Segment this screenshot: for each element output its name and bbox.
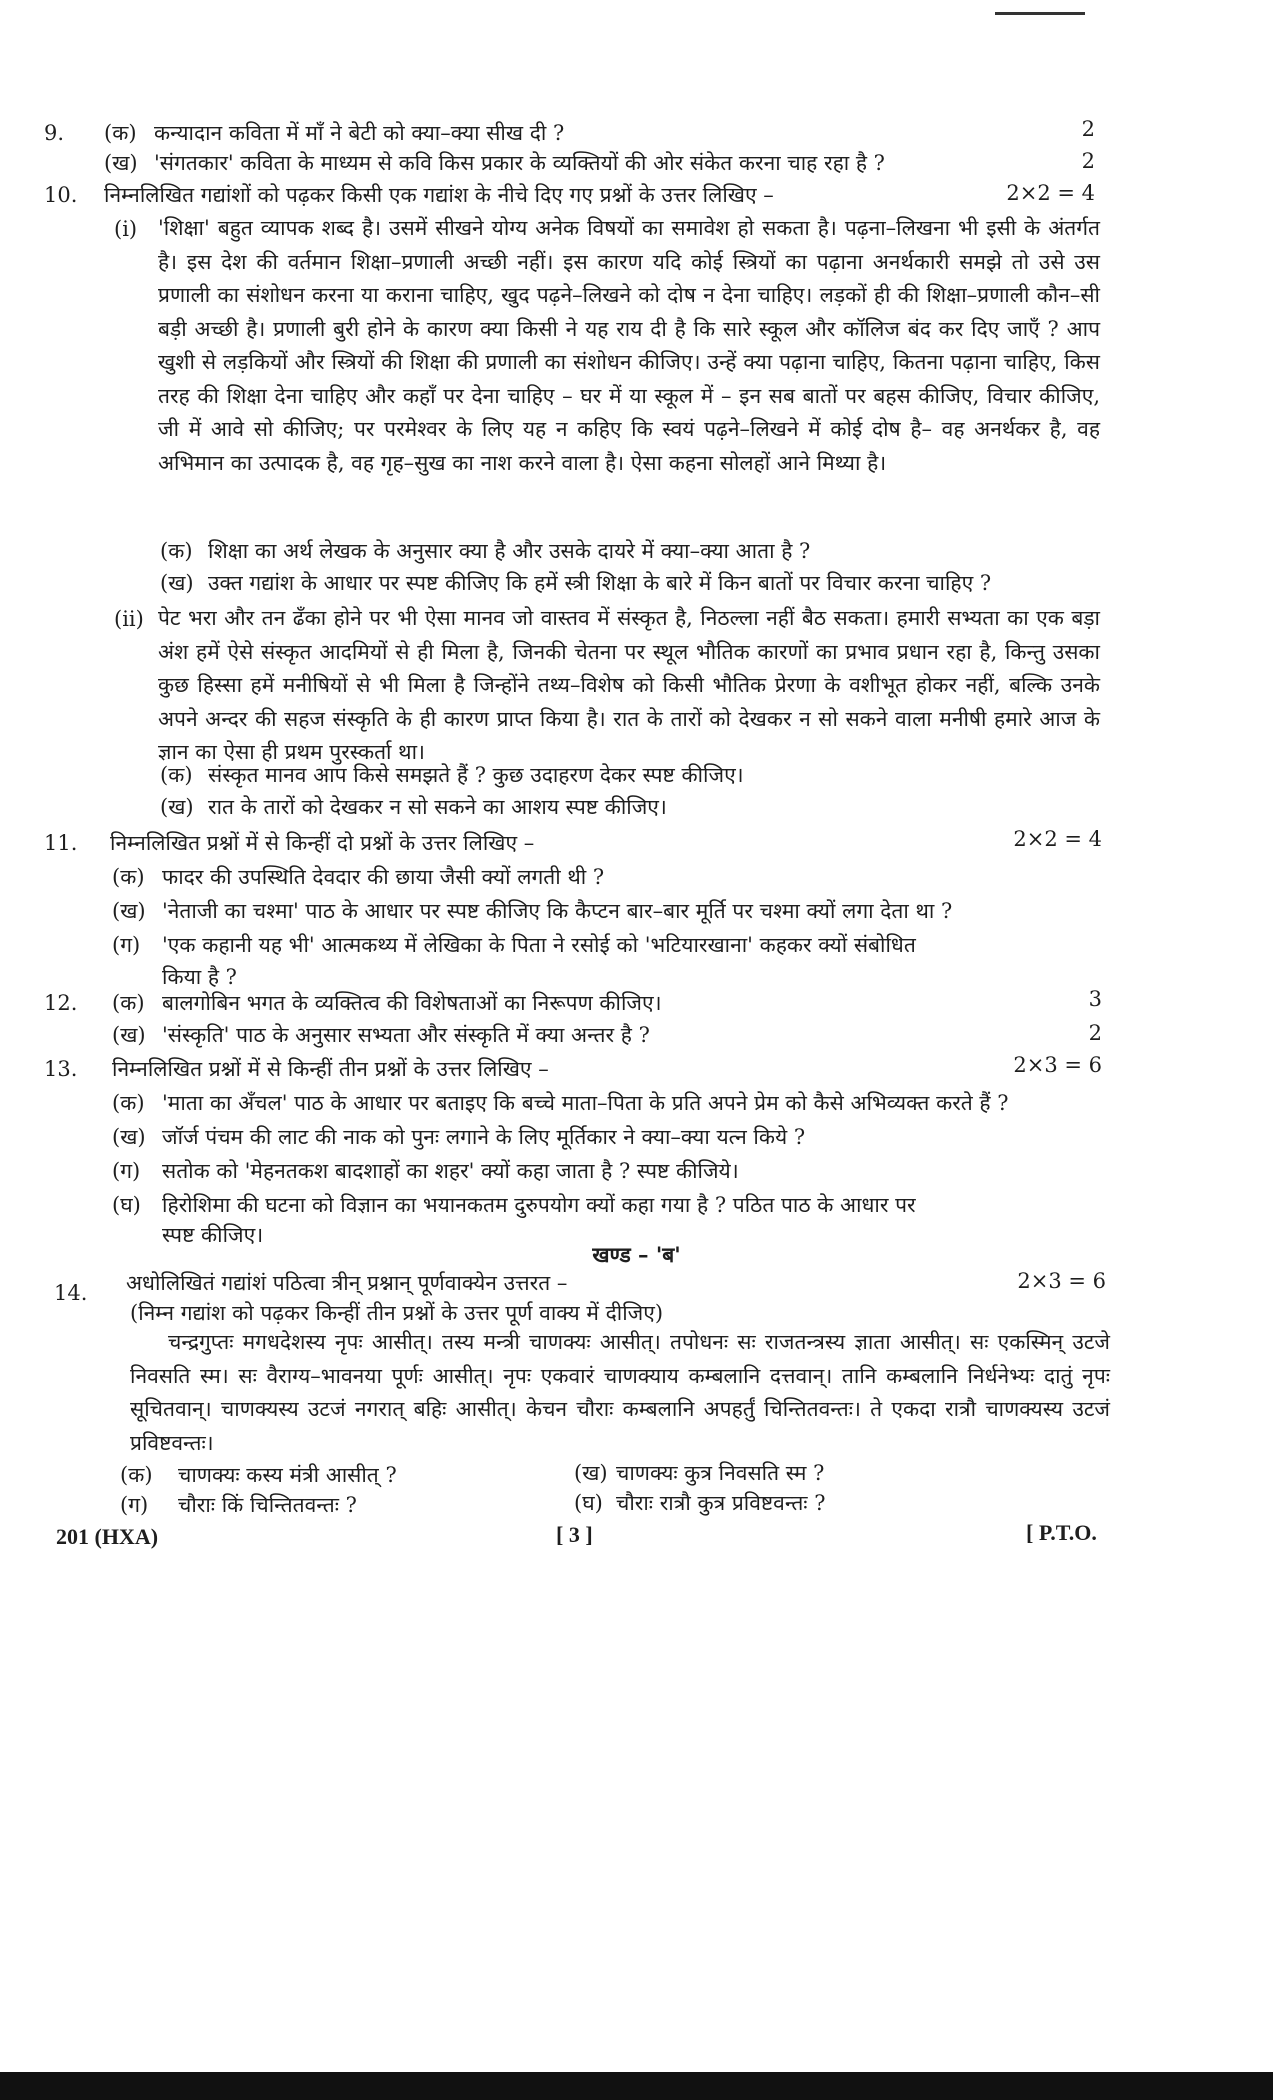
subquestion-text: कन्यादान कविता में माँ ने बेटी को क्या–क्या सीख दी ? xyxy=(154,121,565,145)
top-rule xyxy=(995,12,1085,15)
question-text: निम्नलिखित गद्यांशों को पढ़कर किसी एक गद्यांश के नीचे दिए गए प्रश्नों के उत्तर लिखिए – xyxy=(104,183,774,207)
subquestion-text: चौराः किं चिन्तितवन्तः ? xyxy=(178,1493,357,1517)
question-instruction: (निम्न गद्यांश को पढ़कर किन्हीं तीन प्रश्नों के उत्तर पूर्ण वाक्य में दीजिए) xyxy=(130,1301,664,1325)
subquestion-label: (ख) xyxy=(574,1461,608,1485)
marks: 2×2 = 4 xyxy=(1013,827,1102,851)
subquestion-text-continued: किया है ? xyxy=(162,965,237,989)
subquestion-text: 'नेताजी का चश्मा' पाठ के आधार पर स्पष्ट कीजिए कि कैप्टन बार–बार मूर्ति पर चश्मा क्यों लगा देता था ? xyxy=(162,899,953,923)
subquestion-text-continued: स्पष्ट कीजिए। xyxy=(162,1223,264,1247)
question-number: 9. xyxy=(44,121,65,145)
subquestion-label: (क) xyxy=(104,121,137,145)
subquestion-label: (क) xyxy=(112,1091,145,1115)
passage-label: (ii) xyxy=(114,607,144,631)
subquestion-text: चौराः रात्रौ कुत्र प्रविष्टवन्तः ? xyxy=(616,1491,826,1515)
question-number: 13. xyxy=(44,1057,78,1081)
subquestion-text: उक्त गद्यांश के आधार पर स्पष्ट कीजिए कि हमें स्त्री शिक्षा के बारे में किन बातों पर विचार करना चाहिए ? xyxy=(208,571,992,595)
subquestion-label: (क) xyxy=(160,763,193,787)
subquestion-text: फादर की उपस्थिति देवदार की छाया जैसी क्यों लगती थी ? xyxy=(162,865,605,889)
marks: 2 xyxy=(1081,149,1095,173)
passage-text: पेट भरा और तन ढँका होने पर भी ऐसा मानव जो वास्तव में संस्कृत है, निठल्ला नहीं बैठ सकता। हमारी सभ्यता का एक बड़ा अंश हमें ऐसे संस्कृत आदमियों से ही मिला है, जिनकी चेतना पर स्थूल भौतिक कारणों का प्रभाव प्रधान रहा है, किन्तु उसका कुछ हिस्सा हमें मनीषियों से भी मिला है जिन्होंने तथ्य–विशेष को किसी भौतिक प्रेरणा के वशीभूत होकर नहीं, बल्कि उनके अपने अन्दर की सहज संस्कृति के ही कारण प्राप्त किया है। रात के तारों को देखकर न सो सकने वाला मनीषी हमारे आज के ज्ञान का ऐसा ही प्रथम पुरस्कर्ता था। xyxy=(158,606,1100,764)
subquestion-label: (क) xyxy=(112,991,145,1015)
subquestion-label: (ग) xyxy=(112,1159,141,1183)
passage-text: 'शिक्षा' बहुत व्यापक शब्द है। उसमें सीखने योग्य अनेक विषयों का समावेश हो सकता है। पढ़ना–लिखना भी इसी के अंतर्गत है। इस देश की वर्तमान शिक्षा–प्रणाली अच्छी नहीं। इस कारण यदि कोई स्त्रियों का पढ़ाना अनर्थकारी समझे तो उसे उस प्रणाली का संशोधन करना या कराना चाहिए, खुद पढ़ने–लिखने को दोष न देना चाहिए। लड़कों ही की शिक्षा–प्रणाली कौन–सी बड़ी अच्छी है। प्रणाली बुरी होने के कारण क्या किसी ने यह राय दी है कि सारे स्कूल और कॉलिज बंद कर दिए जाएँ ? आप खुशी से लड़कियों और स्त्रियों की शिक्षा की प्रणाली का संशोधन कीजिए। उन्हें क्या पढ़ाना चाहिए, कितना पढ़ाना चाहिए, किस तरह की शिक्षा देना चाहिए और कहाँ पर देना चाहिए – घर में या स्कूल में – इन सब बातों पर बहस कीजिए, विचार कीजिए, जी में आवे सो कीजिए; पर परमेश्वर के लिए यह न कहिए कि स्वयं पढ़ने–लिखने में कोई दोष है– वह अनर्थकर है, वह अभिमान का उत्पादक है, वह गृह–सुख का नाश करने वाला है। ऐसा कहना सोलहों आने मिथ्या है। xyxy=(158,216,1100,475)
subquestion-text: शिक्षा का अर्थ लेखक के अनुसार क्या है और उसके दायरे में क्या–क्या आता है ? xyxy=(208,539,811,563)
marks: 3 xyxy=(1088,987,1102,1011)
subquestion-text: हिरोशिमा की घटना को विज्ञान का भयानकतम दुरुपयोग क्यों कहा गया है ? पठित पाठ के आधार पर xyxy=(162,1193,916,1217)
question-text: निम्नलिखित प्रश्नों में से किन्हीं दो प्रश्नों के उत्तर लिखिए – xyxy=(110,831,535,855)
marks: 2×3 = 6 xyxy=(1013,1053,1102,1077)
subquestion-text: बालगोबिन भगत के व्यक्तित्व की विशेषताओं का निरूपण कीजिए। xyxy=(162,991,662,1015)
subquestion-text: सतोक को 'मेहनतकश बादशाहों का शहर' क्यों कहा जाता है ? स्पष्ट कीजिये। xyxy=(162,1159,739,1183)
marks: 2 xyxy=(1081,117,1095,141)
passage-label: (i) xyxy=(114,217,138,241)
question-text: अधोलिखितं गद्यांशं पठित्वा त्रीन् प्रश्नान् पूर्णवाक्येन उत्तरत – xyxy=(126,1271,568,1295)
subquestion-label: (घ) xyxy=(574,1491,603,1515)
question-number: 14. xyxy=(54,1281,88,1305)
marks: 2 xyxy=(1088,1021,1102,1045)
subquestion-text: 'संगतकार' कविता के माध्यम से कवि किस प्रकार के व्यक्तियों की ओर संकेत करना चाह रहा है ? xyxy=(154,151,885,175)
marks: 2×2 = 4 xyxy=(1006,181,1095,205)
subquestion-text: जॉर्ज पंचम की लाट की नाक को पुनः लगाने के लिए मूर्तिकार ने क्या–क्या यत्न किये ? xyxy=(162,1125,806,1149)
marks: 2×3 = 6 xyxy=(1017,1269,1106,1293)
subquestion-text: चाणक्यः कस्य मंत्री आसीत् ? xyxy=(178,1463,397,1487)
subquestion-text: चाणक्यः कुत्र निवसति स्म ? xyxy=(616,1461,825,1485)
subquestion-label: (ख) xyxy=(112,1023,146,1047)
subquestion-label: (ख) xyxy=(160,571,194,595)
subquestion-text: 'संस्कृति' पाठ के अनुसार सभ्यता और संस्कृति में क्या अन्तर है ? xyxy=(162,1023,650,1047)
subquestion-label: (ख) xyxy=(104,151,138,175)
subquestion-text: 'एक कहानी यह भी' आत्मकथ्य में लेखिका के पिता ने रसोई को 'भटियारखाना' कहकर क्यों संबोधित xyxy=(162,933,916,957)
subquestion-text: रात के तारों को देखकर न सो सकने का आशय स्पष्ट कीजिए। xyxy=(208,795,667,819)
paper-code: 201 (HXA) xyxy=(56,1524,159,1549)
subquestion-label: (क) xyxy=(112,865,145,889)
subquestion-label: (घ) xyxy=(112,1193,141,1217)
subquestion-label: (क) xyxy=(120,1463,153,1487)
question-text: निम्नलिखित प्रश्नों में से किन्हीं तीन प्रश्नों के उत्तर लिखिए – xyxy=(112,1057,549,1081)
subquestion-label: (ख) xyxy=(160,795,194,819)
passage-text: चन्द्रगुप्तः मगधदेशस्य नृपः आसीत्। तस्य मन्त्री चाणक्यः आसीत्। तपोधनः सः राजतन्त्रस्य ज्ञाता आसीत्। सः एकस्मिन् उटजे निवसति स्म। सः वैराग्य–भावनया पूर्णः आसीत्। नृपः एकवारं चाणक्याय कम्बलानि दत्तवान्। तानि कम्बलानि निर्धनेभ्यः दातुं नृपः सूचितवान्। चाणक्यस्य उटजं नगरात् बहिः आसीत्। केचन चौराः कम्बलानि अपहर्तुं चिन्तितवन्तः। ते एकदा रात्रौ चाणक्यस्य उटजं प्रविष्टवन्तः। xyxy=(130,1330,1110,1455)
scan-edge-bar xyxy=(0,2072,1273,2100)
question-number: 12. xyxy=(44,991,78,1015)
subquestion-text: संस्कृत मानव आप किसे समझते हैं ? कुछ उदाहरण देकर स्पष्ट कीजिए। xyxy=(208,763,744,787)
subquestion-text: 'माता का अँचल' पाठ के आधार पर बताइए कि बच्चे माता–पिता के प्रति अपने प्रेम को कैसे अभिव्यक्त करते हैं ? xyxy=(162,1091,1009,1115)
question-number: 11. xyxy=(44,831,78,855)
pto-note: [ P.T.O. xyxy=(1026,1520,1097,1545)
page-number: [ 3 ] xyxy=(556,1522,593,1547)
subquestion-label: (क) xyxy=(160,539,193,563)
subquestion-label: (ख) xyxy=(112,1125,146,1149)
subquestion-label: (ग) xyxy=(120,1493,149,1517)
question-number: 10. xyxy=(44,183,78,207)
subquestion-label: (ख) xyxy=(112,899,146,923)
subquestion-label: (ग) xyxy=(112,933,141,957)
section-heading: खण्ड – 'ब' xyxy=(592,1242,681,1267)
